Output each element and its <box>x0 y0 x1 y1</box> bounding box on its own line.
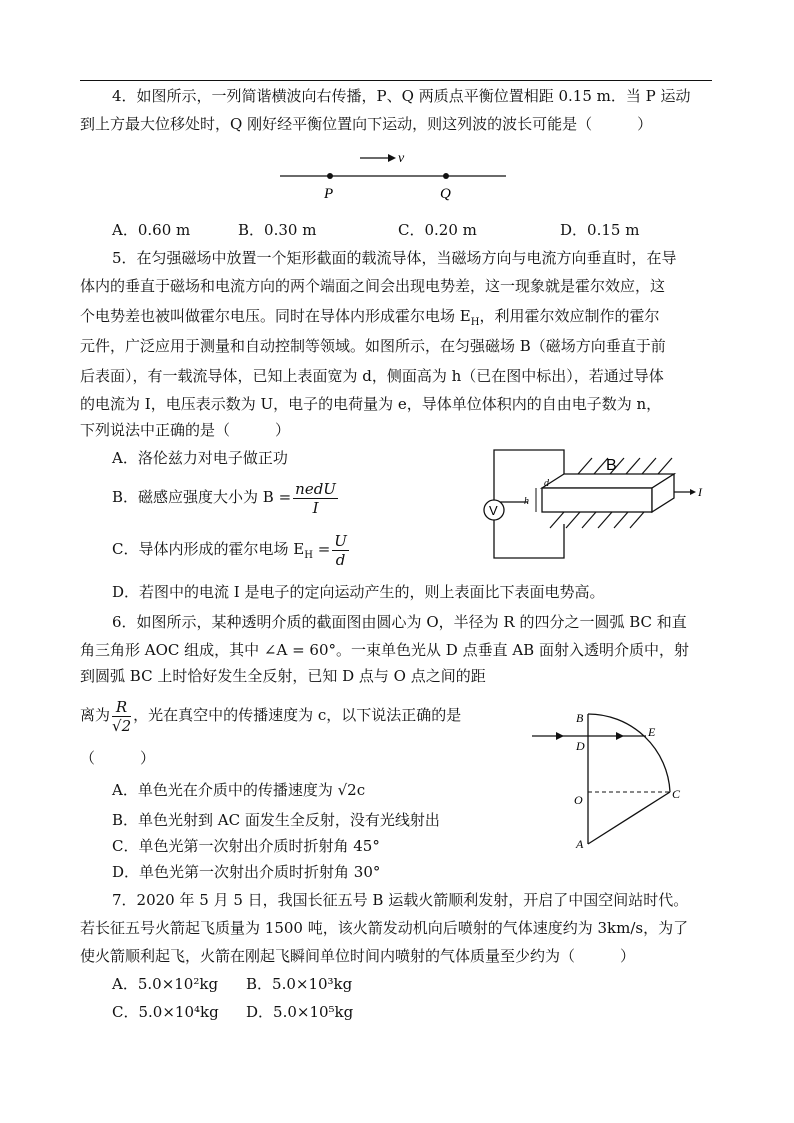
q7-line-2: 若长征五号火箭起飞质量为 1500 吨，该火箭发动机向后喷射的气体速度约为 3km/s，为了 <box>80 919 689 937</box>
q4-line-2: 到上方最大位移处时，Q 刚好经平衡位置向下运动，则这列波的波长可能是（ ） <box>80 115 653 133</box>
label-b: B <box>576 711 584 725</box>
q4-wave-figure <box>278 146 508 210</box>
q5-line-6: 的电流为 I，电压表示数为 U，电子的电荷量为 e，导体单位体积内的自由电子数为 n， <box>80 395 662 413</box>
q6-line-5: （ ） <box>80 749 156 767</box>
q7-option-d: D．5.0×10⁵kg <box>246 1003 354 1021</box>
q6-line-1: 6．如图所示，某种透明介质的截面图由圆心为 O，半径为 R 的四分之一圆弧 BC 和直 <box>112 613 687 631</box>
q5-option-c: C．导体内形成的霍尔电场 $E_H$ = $\frac{U}{d}$ <box>112 531 347 569</box>
voltmeter-label: V <box>489 503 498 518</box>
ac-edge <box>588 792 670 844</box>
q5-option-c-fraction: $\frac{U}{d}$ <box>334 531 347 569</box>
label-c: C <box>672 787 681 801</box>
q7-option-c: C．5.0×10⁴kg <box>112 1003 219 1021</box>
q4-velocity-arrowhead <box>388 154 396 162</box>
q4-label-q: Q <box>440 186 451 202</box>
q5-line-3: 个电势差也被叫做霍尔电压。同时在导体内形成霍尔电场 $E_H$，利用霍尔效应制作的霍尔 <box>80 307 660 328</box>
q6-line-2: 角三角形 AOC 组成，其中 ∠A = 60°。一束单色光从 D 点垂直 AB 面射入透明介质中，射 <box>80 641 689 659</box>
q6-distance-fraction: $\frac{R}{√2}$ <box>112 697 132 735</box>
q6-option-d: D．单色光第一次射出介质时折射角 30° <box>112 863 381 881</box>
q5-line-5: 后表面），有一载流导体，已知上表面宽为 d，侧面高为 h（已在图中标出），若通过导体 <box>80 367 664 385</box>
q4-point-p <box>327 173 333 179</box>
q5-option-a: A．洛伦兹力对电子做正功 <box>112 449 288 467</box>
q5-line-2: 体内的垂直于磁场和电流方向的两个端面之间会出现电势差，这一现象就是霍尔效应，这 <box>80 277 666 295</box>
q5-option-d: D．若图中的电流 I 是电子的定向运动产生的，则上表面比下表面电势高。 <box>112 583 605 601</box>
label-a: A <box>576 837 584 851</box>
width-d-label: d <box>544 478 549 489</box>
q4-option-c: C．0.20 m <box>398 221 477 239</box>
q7-line-1: 7．2020 年 5 月 5 日，我国长征五号 B 运载火箭顺利发射，开启了中国空间站时代。 <box>112 891 689 909</box>
header-rule <box>80 80 712 81</box>
q6-option-c: C．单色光第一次射出介质时折射角 45° <box>112 837 380 855</box>
height-h-label: h <box>524 496 529 507</box>
q5-line-4: 元件，广泛应用于测量和自动控制等领域。如图所示，在匀强磁场 B（磁场方向垂直于前 <box>80 337 666 355</box>
q6-line-3: 到圆弧 BC 上时恰好发生全反射，已知 D 点与 O 点之间的距 <box>80 667 486 685</box>
field-b-label: B <box>606 457 617 474</box>
q5-option-b: B．磁感应强度大小为 B = $\frac{\text{nedU}}{I}$ <box>112 479 336 517</box>
q5-line-7: 下列说法中正确的是（ ） <box>80 421 291 439</box>
q7-line-3: 使火箭顺利起飞，火箭在刚起飞瞬间单位时间内喷射的气体质量至少约为（ ） <box>80 947 636 965</box>
q6-line-4: 离为 $\frac{R}{√2}$ ，光在真空中的传播速度为 c，以下说法正确的是 <box>80 697 462 735</box>
q4-label-p: P <box>324 186 334 202</box>
q4-line-1: 4．如图所示，一列简谐横波向右传播，P、Q 两质点平衡位置相距 0.15 m．当 P 运动 <box>112 87 691 105</box>
label-d: D <box>576 739 585 753</box>
q6-option-b: B．单色光射到 AC 面发生全反射，没有光线射出 <box>112 811 440 829</box>
hall-effect-figure <box>478 444 714 564</box>
q5-option-b-fraction: $\frac{\text{nedU}}{I}$ <box>295 479 336 517</box>
current-arrowhead <box>690 489 696 495</box>
q4-point-q <box>443 173 449 179</box>
q7-option-a: A．5.0×10²kg <box>112 975 219 993</box>
conductor-front-face <box>542 488 652 512</box>
q6-option-a: A．单色光在介质中的传播速度为 √2c <box>112 781 366 799</box>
bc-arc <box>588 714 670 792</box>
label-e: E <box>648 725 656 739</box>
q7-option-b: B．5.0×10³kg <box>246 975 353 993</box>
q5-line-1: 5．在匀强磁场中放置一个矩形截面的载流导体，当磁场方向与电流方向垂直时，在导 <box>112 249 677 267</box>
q4-velocity-label: v <box>398 151 405 166</box>
q4-option-a: A．0.60 m <box>112 221 191 239</box>
current-i-label: I <box>698 485 702 499</box>
q4-option-d: D．0.15 m <box>560 221 640 239</box>
q4-option-b: B．0.30 m <box>238 221 317 239</box>
optics-figure <box>528 706 694 856</box>
label-o: O <box>574 793 583 807</box>
